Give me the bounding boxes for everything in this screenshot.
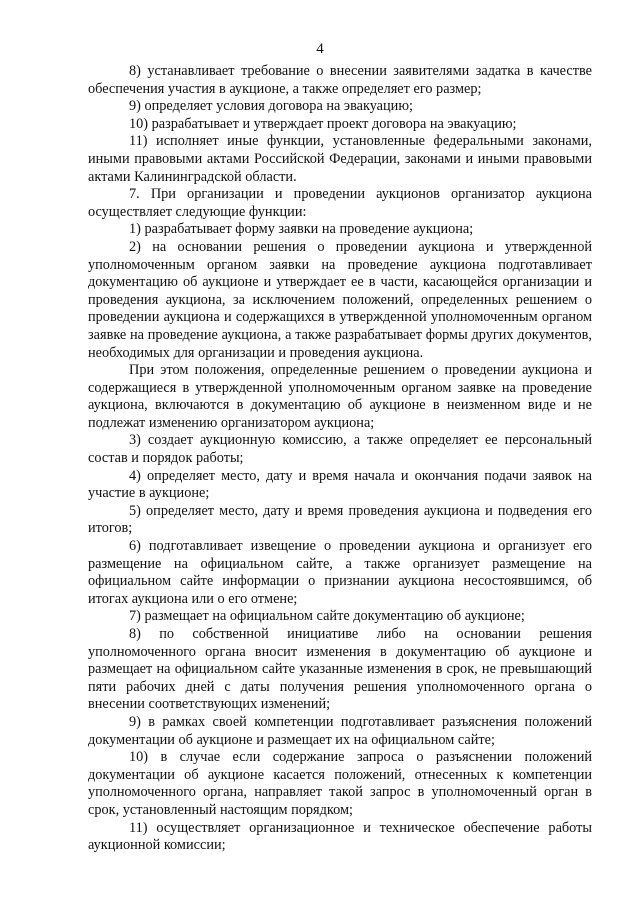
paragraph-item-9: 9) определяет условия договора на эвакуацию; [129,98,413,115]
paragraph-subitem-4: 4) определяет место, дату и время начала и окончания подачи заявок на участие в аукционе; [88,467,592,502]
paragraph-subitem-1: 1) разрабатывает форму заявки на проведение аукциона; [129,221,474,238]
paragraph-subitem-7: 7) размещает на официальном сайте документацию об аукционе; [129,608,525,625]
paragraph-subitem-2-note: При этом положения, определенные решением о проведении аукциона и содержащиеся в утвержденной уполномоченным органом заявке на проведение аукциона, включаются в документацию об аукционе в неизменном виде и не подлежат изменению организатором аукциона; [88,362,592,431]
paragraph-subitem-5: 5) определяет место, дату и время проведения аукциона и подведения его итогов; [88,502,592,537]
paragraph-subitem-10: 10) в случае если содержание запроса о разъяснении положений документации об аукционе касается положений, отнесенных к компетенции уполномоченного органа, направляет такой запрос в уполномоченный орган в срок, установленный настоящим порядком; [88,749,592,818]
paragraph-subitem-11: 11) осуществляет организационное и техническое обеспечение работы аукционной комиссии; [88,819,592,854]
paragraph-subitem-6: 6) подготавливает извещение о проведении аукциона и организует его размещение на официальном сайте, а также организует размещение на официальном сайте информации о признании аукциона несостоявшимся, об итогах аукциона или о его отмене; [88,538,592,607]
page-number: 4 [316,41,324,57]
paragraph-section-7: 7. При организации и проведении аукционов организатор аукциона осуществляет следующие функции: [88,186,592,220]
paragraph-item-10: 10) разрабатывает и утверждает проект договора на эвакуацию; [129,115,517,132]
paragraph-subitem-8: 8) по собственной инициативе либо на основании решения уполномоченного органа вносит изменения в документацию об аукционе и размещает на официальном сайте указанные изменения в срок, не превышающий пяти рабочих дней с даты получения решения уполномоченного органа о внесении соответствующих изменений; [88,626,592,713]
paragraph-subitem-3: 3) создает аукционную комиссию, а также определяет ее персональный состав и порядок работы; [88,432,592,467]
paragraph-subitem-2: 2) на основании решения о проведении аукциона и утвержденной уполномоченным органом заявки на проведение аукциона подготавливает документацию об аукционе и утверждает ее в части, касающейся организации и проведения аукциона, за исключением положений, определенных решением о проведении аукциона и содержащихся в утвержденной уполномоченным органом заявке на проведение аукциона, а также разрабатывает формы других документов, необходимых для организации и проведения аукциона. [88,238,592,361]
document-body [88,63,592,855]
paragraph-item-8: 8) устанавливает требование о внесении заявителями задатка в качестве обеспечения участия в аукционе, а также определяет его размер; [88,63,592,97]
paragraph-subitem-9: 9) в рамках своей компетенции подготавливает разъяснения положений документации об аукционе и размещает их на официальном сайте; [88,713,592,748]
paragraph-item-11: 11) исполняет иные функции, установленные федеральными законами, иными правовыми актами Российской Федерации, законами и иными правовыми актами Калининградской области. [88,133,592,185]
